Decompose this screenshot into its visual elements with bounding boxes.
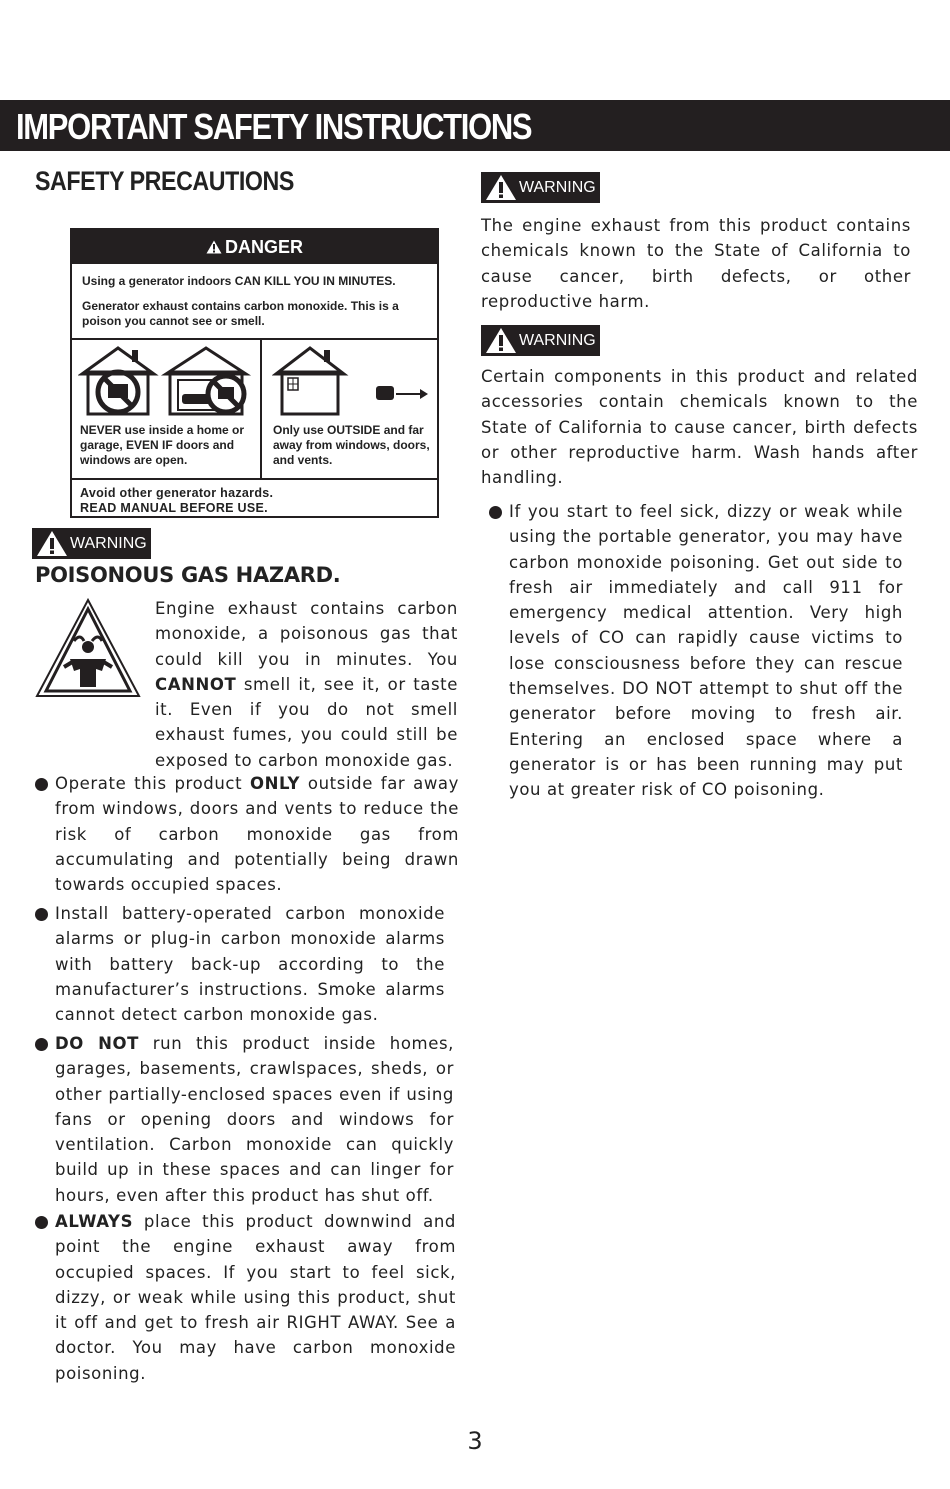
hazard-intro-text: Engine exhaust contains carbon monoxide, a poisonous gas that could kill you in minutes. You	[155, 599, 458, 669]
bullet-bold: DO NOT	[55, 1034, 140, 1053]
warning-triangle-icon	[485, 327, 517, 354]
hazard-title: POISONOUS GAS HAZARD.	[35, 563, 341, 587]
warning-triangle-icon	[206, 240, 222, 254]
warning-2-text: Certain components in this product and related accessories contain chemicals known to the State of California to cause cancer, birth defects or other reproductive harm. Wash hands after handling.	[481, 367, 918, 488]
danger-heading	[72, 230, 437, 264]
danger-panel	[70, 228, 439, 518]
warning-badge-right-1	[481, 172, 600, 203]
danger-right-caption: Only use OUTSIDE and far away from windows, doors, and vents.	[273, 423, 430, 467]
bullet-bold: ALWAYS	[55, 1212, 134, 1231]
bullet-icon	[35, 908, 48, 921]
bullet-text-end: run this product inside homes, garages, basements, crawlspaces, sheds, or other partially-enclosed spaces even if using fans or opening doors and windows for ventilation. Carbon monoxide can quickly build up in these spaces and can linger for hours, even after this product has shut off.	[55, 1034, 454, 1205]
danger-line-2: Generator exhaust contains carbon monoxide. This is a poison you cannot see or smell.	[82, 299, 399, 328]
bullet-text: If you start to feel sick, dizzy or weak while using the portable generator, you may have carbon monoxide poisoning. Get out side to fresh air immediately and call 911 for emergency medical attention. Very high levels of CO can rapidly cause victims to lose consciousness before they can rescue themselves. DO NOT attempt to shut off the generator before moving to fresh air. Entering an enclosed space where a generator is or has been running may put you at greater risk of CO poisoning.	[509, 502, 903, 800]
warning-badge-left	[32, 528, 151, 559]
bullet-icon	[35, 1216, 48, 1229]
bullet-text: Operate this product	[55, 774, 250, 793]
danger-divider-bottom	[72, 478, 437, 480]
danger-left-caption: NEVER use inside a home or garage, EVEN IF doors and windows are open.	[80, 423, 245, 467]
bullet-text-end: outside far away from windows, doors and vents to reduce the risk of carbon monoxide gas from accumulating and potentially being drawn towards occupied spaces.	[55, 774, 459, 895]
page-title: IMPORTANT SAFETY INSTRUCTIONS	[16, 106, 532, 147]
danger-footer	[80, 486, 273, 516]
list-item	[55, 901, 445, 1027]
warning-1-text: The engine exhaust from this product contains chemicals known to the State of California to cause cancer, birth defects, or other reproductive harm.	[481, 216, 911, 311]
toxic-gas-hazard-icon	[34, 597, 142, 699]
bullet-icon	[489, 506, 502, 519]
warning-badge-right-2	[481, 325, 600, 356]
warning-triangle-icon	[36, 530, 68, 557]
hazard-intro	[155, 596, 458, 773]
danger-line-1: Using a generator indoors CAN KILL YOU IN MINUTES.	[82, 274, 396, 288]
hazard-intro-bold: CANNOT	[155, 674, 237, 694]
bullet-text: Install battery-operated carbon monoxide alarms or plug-in carbon monoxide alarms with battery back-up according to the manufacturer’s instructions. Smoke alarms cannot detect carbon monoxide gas.	[55, 904, 445, 1025]
danger-footer-line-2: READ MANUAL BEFORE USE.	[80, 501, 268, 515]
warning-triangle-icon	[485, 174, 517, 201]
list-item	[55, 1031, 454, 1208]
list-item	[55, 771, 459, 897]
page-number: 3	[467, 1427, 483, 1455]
outdoor-use-icon	[272, 344, 434, 416]
bullet-text-end: place this product downwind and point the engine exhaust away from occupied spaces. If you start to feel sick, dizzy, or weak while using this product, shut it off and get to fresh air RIGHT AWAY. See a doctor. You may have carbon monoxide poisoning.	[55, 1212, 456, 1383]
bullet-bold: ONLY	[249, 774, 301, 793]
section-title: SAFETY PRECAUTIONS	[35, 166, 294, 196]
danger-heading-label: DANGER	[224, 237, 303, 257]
hazard-intro-text-end: smell it, see it, or taste it. Even if you do not smell exhaust fumes, you could still be exposed to carbon monoxide gas.	[155, 674, 458, 770]
bullet-icon	[35, 1038, 48, 1051]
warning-label: WARNING	[519, 331, 596, 349]
danger-divider	[72, 338, 437, 340]
bullet-icon	[35, 778, 48, 791]
list-item	[509, 499, 903, 803]
warning-label: WARNING	[70, 534, 147, 552]
danger-footer-line-1: Avoid other generator hazards.	[80, 486, 274, 500]
danger-vertical-divider	[260, 340, 262, 478]
indoor-prohibited-icon	[78, 344, 254, 416]
list-item	[55, 1209, 456, 1386]
header-banner	[0, 100, 950, 151]
warning-label: WARNING	[519, 178, 596, 196]
